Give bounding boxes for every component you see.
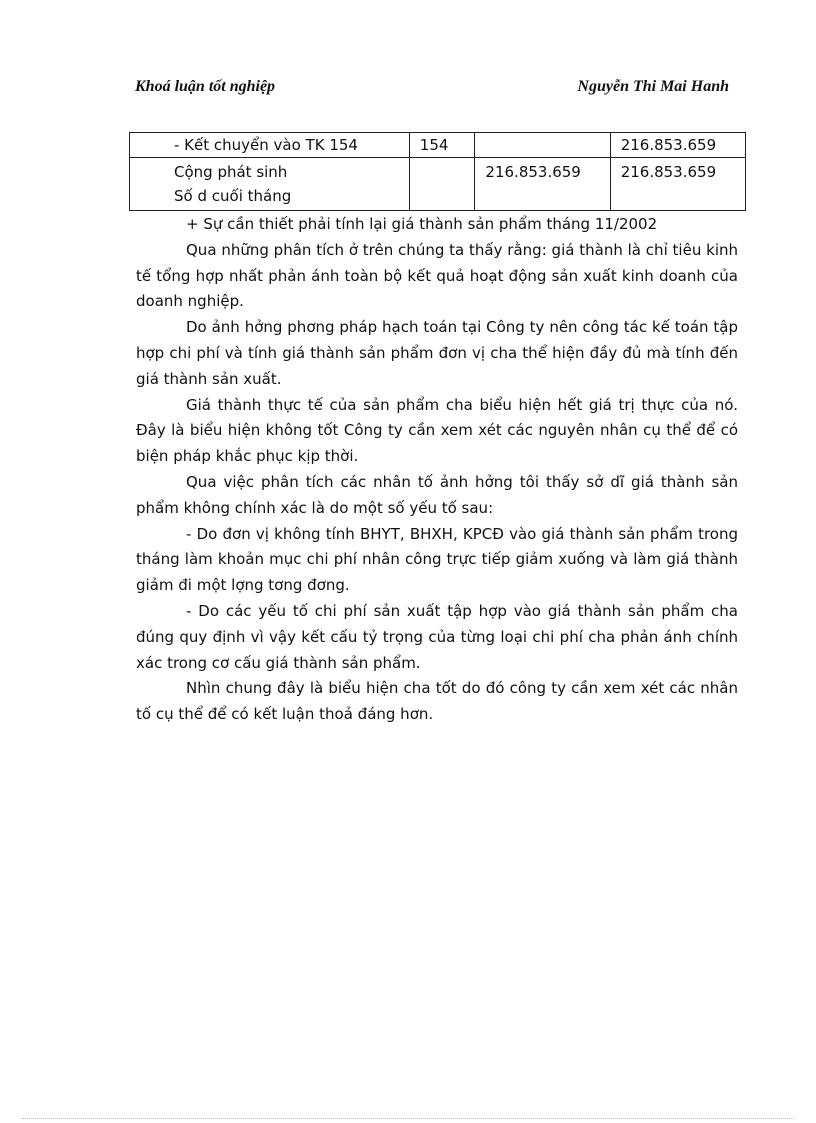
table-row (130, 158, 746, 211)
row-debit: 216.853.659 (475, 158, 610, 211)
row-credit: 216.853.659 (610, 158, 745, 211)
paragraph: Do ảnh hởng phơng pháp hạch toán tại Công ty nên công tác kế toán tập hợp chi phí và tính giá thành sản phẩm đơn vị cha thể hiện đầy đủ mà tính đến giá thành sản xuất. (136, 318, 738, 388)
paragraph: - Do đơn vị không tính BHYT, BHXH, KPCĐ vào giá thành sản phẩm trong tháng làm khoản mục chi phí nhân công trực tiếp giảm xuống và làm giá thành giảm đi một lợng tơng đơng. (136, 524, 738, 595)
row-label-line1: Cộng phát sinh (174, 163, 288, 181)
row-account: 154 (409, 133, 475, 158)
paragraph: - Do các yếu tố chi phí sản xuất tập hợp vào giá thành sản phẩm cha đúng quy định vì vậy kết cấu tỷ trọng của từng loại chi phí cha phản ánh chính xác trong cơ cấu giá thành sản phẩm. (136, 601, 738, 672)
accounting-table (129, 132, 746, 211)
row-label-line2: Số d cuối tháng (174, 187, 292, 205)
table-row (130, 133, 746, 158)
page-header (135, 78, 729, 100)
paragraph: Qua những phân tích ở trên chúng ta thấy rằng: giá thành là chỉ tiêu kinh tế tổng hợp nhất phản ánh toàn bộ kết quả hoạt động sản xuất kinh doanh của doanh nghiệp. (136, 240, 738, 311)
row-account (409, 158, 475, 211)
paragraph: Qua việc phân tích các nhân tố ảnh hởng tôi thấy sở dĩ giá thành sản phẩm không chính xác là do một số yếu tố sau: (136, 472, 738, 517)
row-label: - Kết chuyển vào TK 154 (130, 133, 410, 158)
row-label (130, 158, 410, 211)
header-author-name: Nguyễn Thi Mai Hanh (577, 78, 729, 95)
row-debit (475, 133, 610, 158)
body-text (136, 212, 738, 728)
row-credit: 216.853.659 (610, 133, 745, 158)
paragraph: Giá thành thực tế của sản phẩm cha biểu hiện hết giá trị thực của nó. Đây là biểu hiện không tốt Công ty cần xem xét các nguyên nhân cụ thể để có biện pháp khắc phục kịp thời. (136, 395, 738, 466)
header-thesis-title: Khoá luận tốt nghiệp (135, 78, 276, 95)
paragraph: Nhìn chung đây là biểu hiện cha tốt do đó công ty cần xem xét các nhân tố cụ thể để có kết luận thoả đáng hơn. (136, 679, 738, 724)
footer-divider (22, 1118, 794, 1119)
paragraph: + Sự cần thiết phải tính lại giá thành sản phẩm tháng 11/2002 (186, 215, 658, 233)
